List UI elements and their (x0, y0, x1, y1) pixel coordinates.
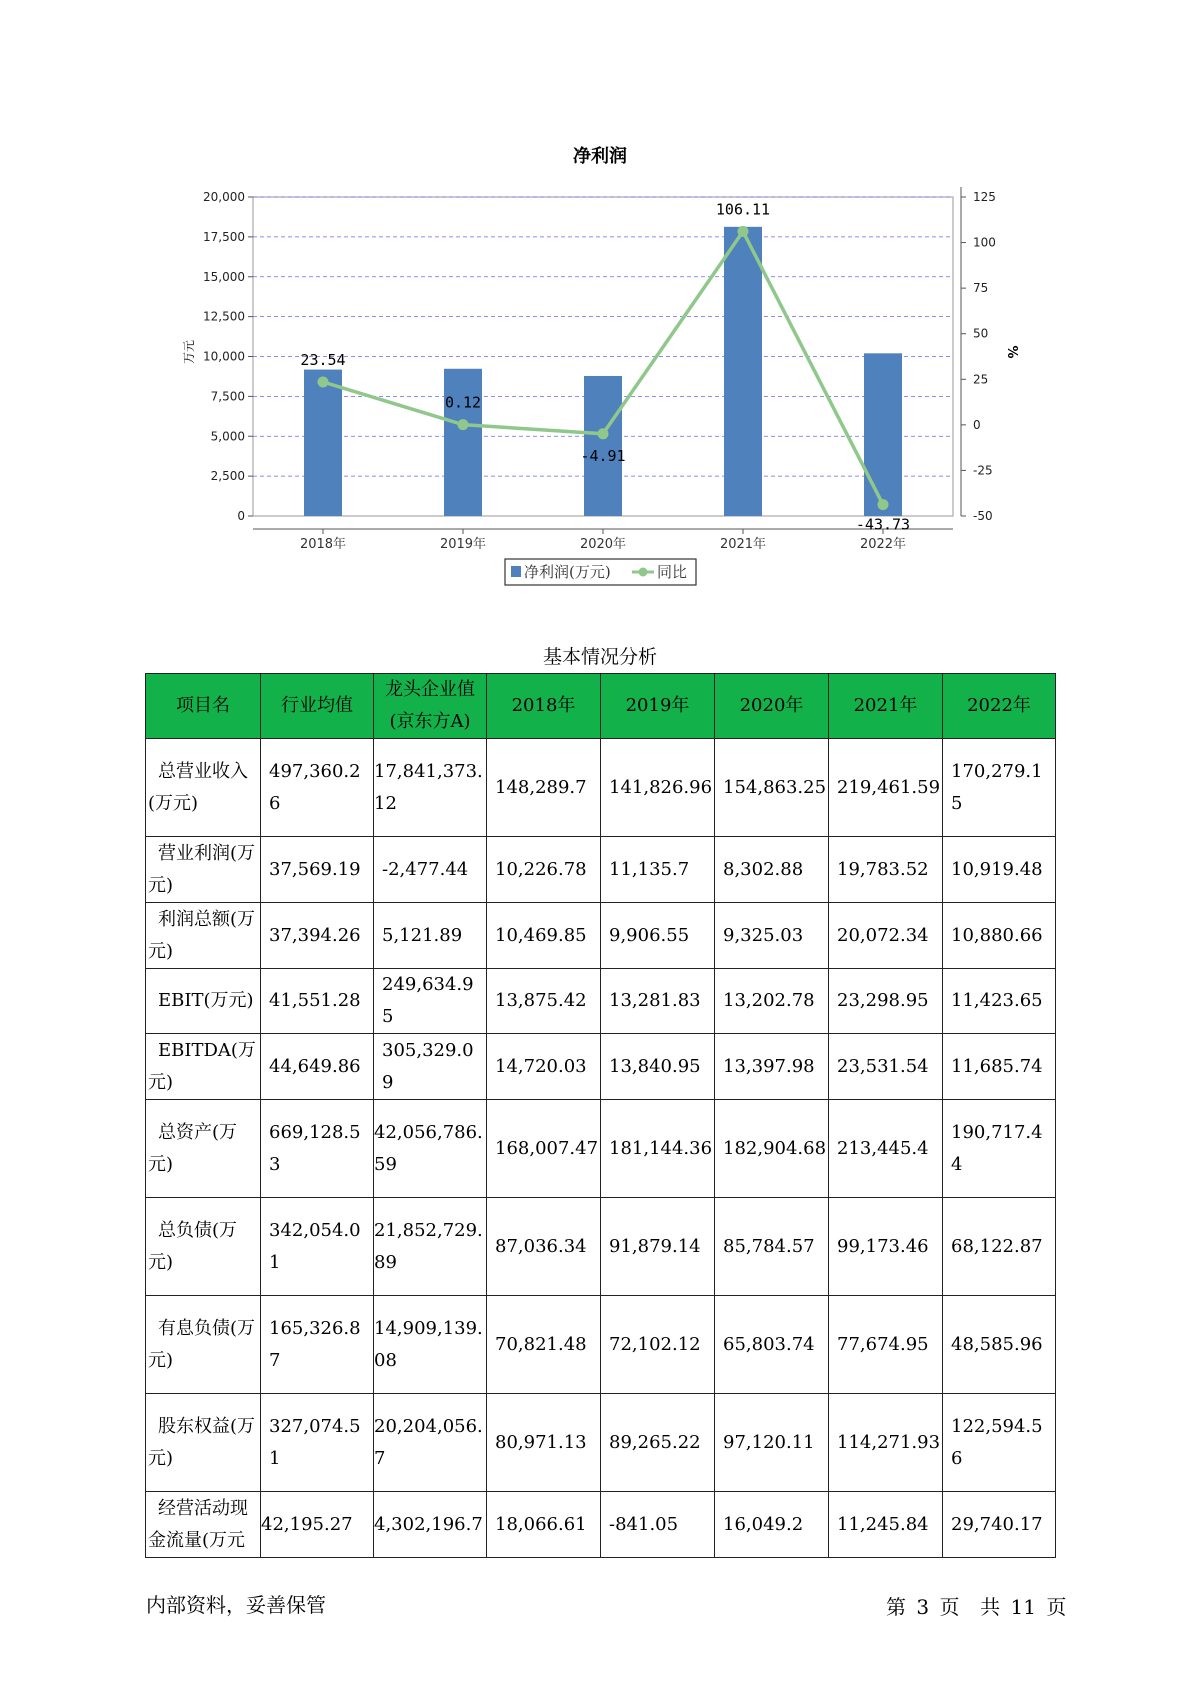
table-cell: 9,325.03 (715, 903, 829, 969)
table-cell: 14,720.03 (487, 1034, 601, 1100)
table-cell: 44,649.86 (261, 1034, 374, 1100)
table-cell: 14,909,139.08 (374, 1296, 487, 1394)
table-cell: 170,279.15 (943, 739, 1056, 837)
page-label: 第 3 页 (886, 1595, 960, 1619)
table-cell: 20,204,056.7 (374, 1394, 487, 1492)
table-row (146, 1296, 1056, 1394)
table-cell: 13,397.98 (715, 1034, 829, 1100)
table-cell: 37,394.26 (261, 903, 374, 969)
table-cell: 13,202.78 (715, 969, 829, 1034)
y-right-tick-label: -25 (973, 463, 993, 478)
table-header-row (146, 674, 1056, 739)
y-right-tick-label: 25 (973, 372, 989, 387)
row-label: 股东权益(万元) (146, 1394, 261, 1492)
header-2019: 2019年 (601, 674, 715, 739)
header-2020: 2020年 (715, 674, 829, 739)
y-right-tick-label: 100 (973, 235, 996, 250)
table-cell: 19,783.52 (829, 837, 943, 903)
row-label: 总负债(万元) (146, 1198, 261, 1296)
row-label: 营业利润(万元) (146, 837, 261, 903)
legend-line-label: 同比 (657, 563, 688, 581)
row-label: 利润总额(万元) (146, 903, 261, 969)
table-cell: 497,360.26 (261, 739, 374, 837)
table-row (146, 903, 1056, 969)
table-row (146, 1394, 1056, 1492)
table-cell: 13,840.95 (601, 1034, 715, 1100)
y-axis-right-label: % (1004, 345, 1019, 359)
table-cell: -2,477.44 (374, 837, 487, 903)
table-cell: 148,289.7 (487, 739, 601, 837)
row-label: 总营业收入(万元) (146, 739, 261, 837)
y-left-tick-label: 0 (237, 509, 245, 523)
row-label: 总资产(万元) (146, 1100, 261, 1198)
table-cell: 20,072.34 (829, 903, 943, 969)
y-left-tick-label: 5,000 (210, 429, 245, 444)
row-label: EBITDA(万元) (146, 1034, 261, 1100)
table-cell: 4,302,196.7 (374, 1492, 487, 1558)
data-label-yoy: 23.54 (300, 350, 346, 369)
legend-bar-swatch (511, 566, 521, 577)
bar-net-profit (304, 370, 342, 516)
table-caption: 基本情况分析 (542, 646, 657, 668)
table-cell: 10,880.66 (943, 903, 1056, 969)
table-cell: 122,594.56 (943, 1394, 1056, 1492)
x-tick-label: 2018年 (299, 537, 347, 552)
table-cell: 182,904.68 (715, 1100, 829, 1198)
table-cell: 190,717.44 (943, 1100, 1056, 1198)
chart-legend (505, 559, 696, 585)
y-right-tick-label: 50 (973, 326, 989, 341)
data-label-yoy: 106.11 (715, 200, 771, 219)
x-tick-label: 2020年 (579, 537, 627, 552)
bar-net-profit (444, 369, 482, 516)
point-yoy (318, 376, 329, 387)
table-cell: 70,821.48 (487, 1296, 601, 1394)
x-tick-label: 2022年 (859, 537, 907, 552)
table-cell: 17,841,373.12 (374, 739, 487, 837)
y-right-tick-label: -50 (973, 509, 993, 523)
y-left-tick-label: 7,500 (210, 389, 245, 404)
table-row (146, 837, 1056, 903)
bar-net-profit (864, 353, 902, 516)
table-cell: 29,740.17 (943, 1492, 1056, 1558)
total-pages-label: 共 11 页 (980, 1595, 1067, 1619)
table-cell: 80,971.13 (487, 1394, 601, 1492)
table-cell: 42,195.27 (261, 1492, 374, 1558)
table-row (146, 739, 1056, 837)
table-cell: 342,054.01 (261, 1198, 374, 1296)
y-left-tick-label: 10,000 (203, 349, 245, 364)
table-cell: 97,120.11 (715, 1394, 829, 1492)
table-cell: 16,049.2 (715, 1492, 829, 1558)
table-cell: 23,531.54 (829, 1034, 943, 1100)
x-tick-label: 2019年 (439, 537, 487, 552)
table-row (146, 1034, 1056, 1100)
table-cell: 8,302.88 (715, 837, 829, 903)
table-row (146, 969, 1056, 1034)
table-cell: 669,128.53 (261, 1100, 374, 1198)
table-cell: 87,036.34 (487, 1198, 601, 1296)
table-row (146, 1198, 1056, 1296)
data-label-yoy: 0.12 (444, 393, 482, 412)
point-yoy (598, 428, 609, 439)
table-cell: 168,007.47 (487, 1100, 601, 1198)
y-left-tick-label: 15,000 (203, 269, 245, 284)
table-row (146, 1492, 1056, 1558)
table-cell: 154,863.25 (715, 739, 829, 837)
table-cell: 77,674.95 (829, 1296, 943, 1394)
header-industry-avg: 行业均值 (261, 674, 374, 739)
y-left-tick-label: 20,000 (203, 190, 245, 204)
net-profit-chart (0, 0, 1191, 600)
table-cell: 114,271.93 (829, 1394, 943, 1492)
header-2018: 2018年 (487, 674, 601, 739)
table-cell: 165,326.87 (261, 1296, 374, 1394)
table-cell: 37,569.19 (261, 837, 374, 903)
table-cell: 10,226.78 (487, 837, 601, 903)
table-cell: 48,585.96 (943, 1296, 1056, 1394)
legend-bar-label: 净利润(万元) (524, 563, 611, 581)
y-right-tick-label: 0 (973, 417, 981, 432)
table-cell: 11,685.74 (943, 1034, 1056, 1100)
table-cell: 11,135.7 (601, 837, 715, 903)
header-leader-value: 龙头企业值(京东方A) (374, 674, 487, 739)
table-cell: 68,122.87 (943, 1198, 1056, 1296)
footer-page-number (886, 1591, 1066, 1620)
bar-net-profit (724, 227, 762, 516)
table-cell: 13,281.83 (601, 969, 715, 1034)
x-tick-label: 2021年 (719, 537, 767, 552)
table-cell: 181,144.36 (601, 1100, 715, 1198)
table-cell: 305,329.09 (374, 1034, 487, 1100)
table-cell: 11,245.84 (829, 1492, 943, 1558)
table-cell: 13,875.42 (487, 969, 601, 1034)
table-cell: 72,102.12 (601, 1296, 715, 1394)
y-axis-left-label: 万元 (182, 339, 196, 365)
table-cell: 141,826.96 (601, 739, 715, 837)
table-cell: 23,298.95 (829, 969, 943, 1034)
table-cell: 9,906.55 (601, 903, 715, 969)
table-cell: 5,121.89 (374, 903, 487, 969)
table-cell: 85,784.57 (715, 1198, 829, 1296)
table-cell: 18,066.61 (487, 1492, 601, 1558)
point-yoy (738, 226, 749, 237)
point-yoy (878, 499, 889, 510)
table-cell: 21,852,729.89 (374, 1198, 487, 1296)
table-cell: 89,265.22 (601, 1394, 715, 1492)
data-label-yoy: -4.91 (580, 446, 626, 465)
y-right-tick-label: 125 (973, 190, 996, 204)
table-cell: 249,634.95 (374, 969, 487, 1034)
y-left-tick-label: 12,500 (203, 309, 245, 324)
table-cell: 42,056,786.59 (374, 1100, 487, 1198)
chart-title: 净利润 (573, 146, 627, 167)
data-label-yoy: -43.73 (855, 515, 911, 534)
basic-analysis-table (145, 673, 1056, 1558)
table-cell: 65,803.74 (715, 1296, 829, 1394)
legend-line-marker (639, 568, 648, 577)
y-left-tick-label: 2,500 (210, 469, 245, 484)
row-label: EBIT(万元) (146, 969, 261, 1034)
table-cell: 327,074.51 (261, 1394, 374, 1492)
table-cell: 219,461.59 (829, 739, 943, 837)
table-cell: 10,469.85 (487, 903, 601, 969)
footer-confidential: 内部资料，妥善保管 (146, 1593, 326, 1617)
table-cell: 10,919.48 (943, 837, 1056, 903)
table-cell: 99,173.46 (829, 1198, 943, 1296)
y-left-tick-label: 17,500 (203, 229, 245, 244)
header-item-name: 项目名 (146, 674, 261, 739)
table-cell: 11,423.65 (943, 969, 1056, 1034)
table-cell: 91,879.14 (601, 1198, 715, 1296)
plot-area (203, 187, 996, 552)
header-2022: 2022年 (943, 674, 1056, 739)
row-label: 经营活动现金流量(万元 (146, 1492, 261, 1558)
point-yoy (458, 419, 469, 430)
table-cell: -841.05 (601, 1492, 715, 1558)
header-2021: 2021年 (829, 674, 943, 739)
y-right-tick-label: 75 (973, 281, 989, 296)
table-cell: 41,551.28 (261, 969, 374, 1034)
row-label: 有息负债(万元) (146, 1296, 261, 1394)
table-row (146, 1100, 1056, 1198)
table-cell: 213,445.4 (829, 1100, 943, 1198)
